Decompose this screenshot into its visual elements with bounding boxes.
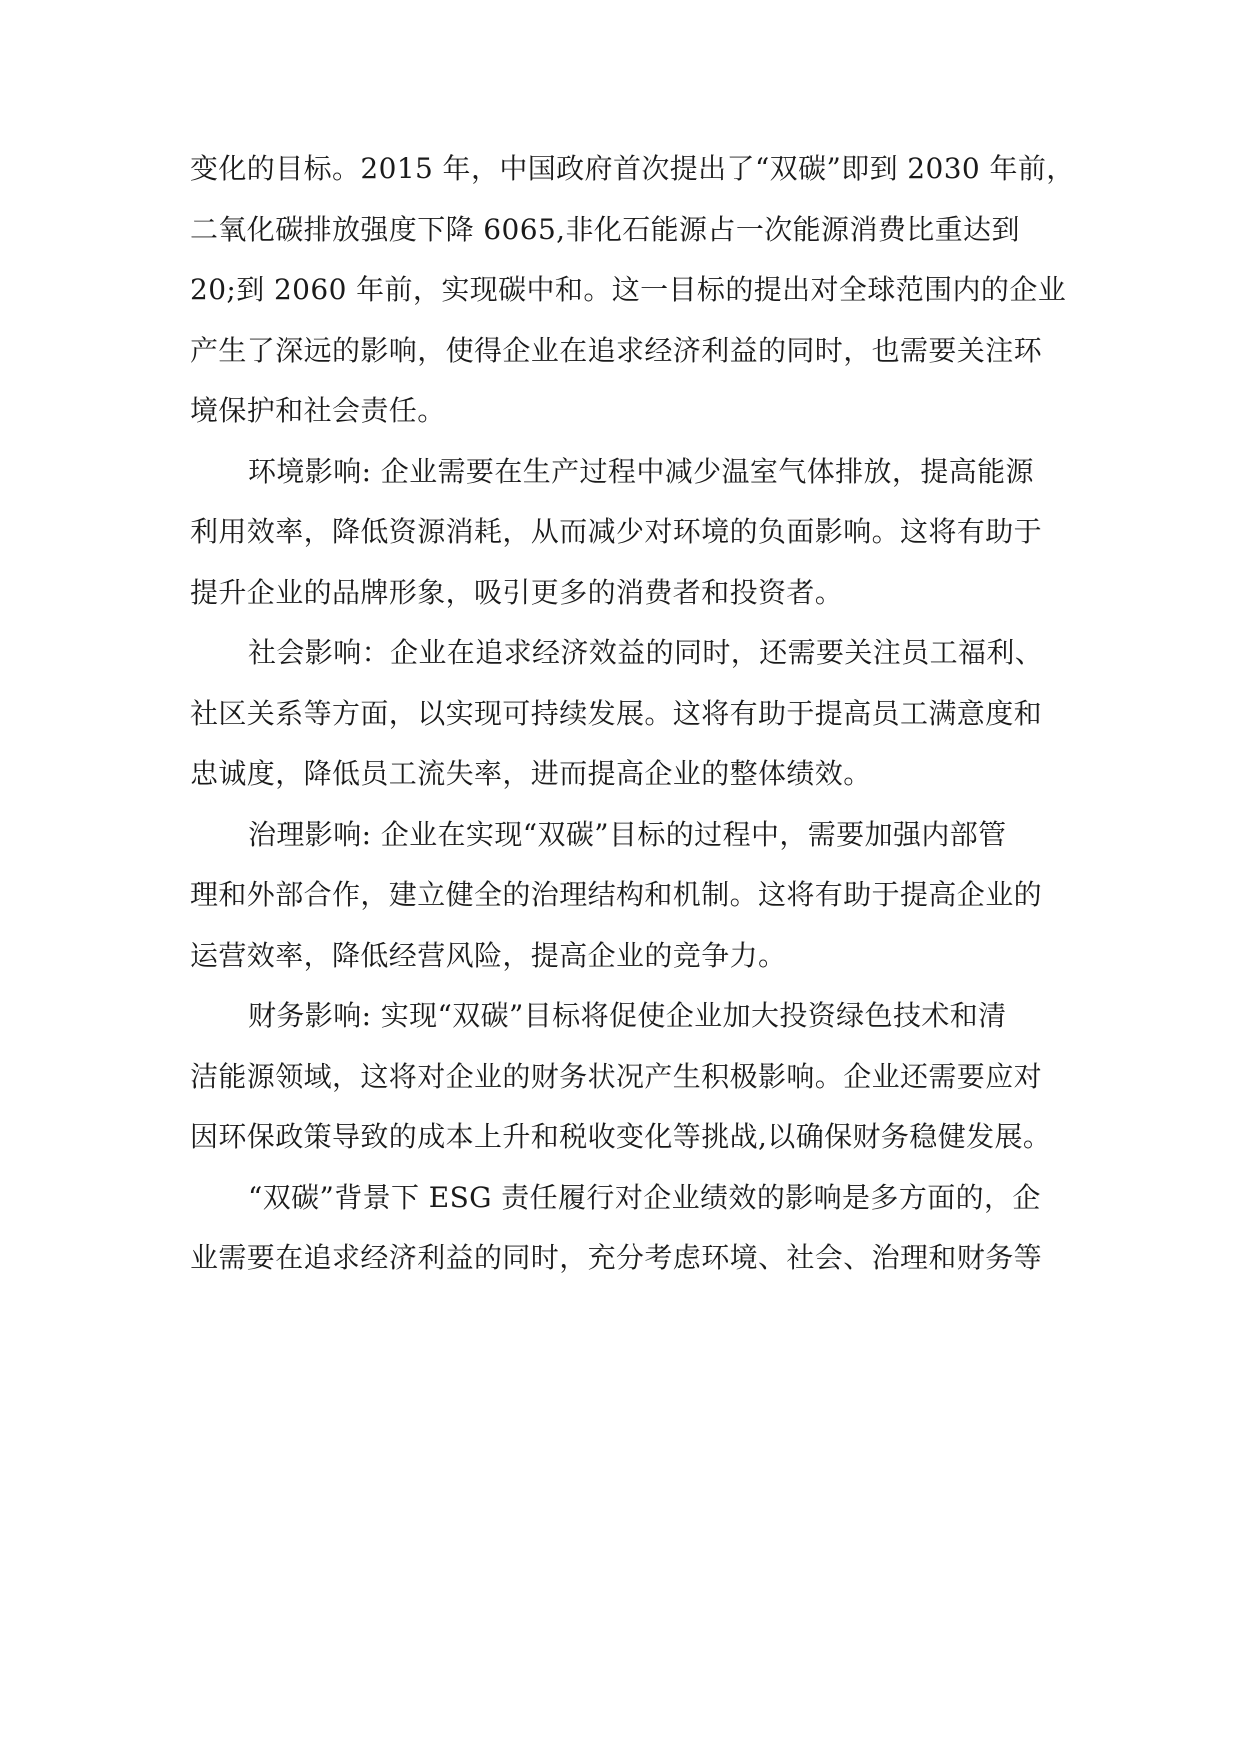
text-line: 忠诚度，降低员工流失率，进而提高企业的整体绩效。 [190, 757, 872, 790]
text-line: 因环保政策导致的成本上升和税收变化等挑战,以确保财务稳健发展。 [190, 1120, 1052, 1153]
text-line: 治理影响: 企业在实现“双碳”目标的过程中，需要加强内部管 [248, 817, 1007, 851]
text-line: 运营效率，降低经营风险，提高企业的竞争力。 [190, 938, 787, 972]
paragraph-intro [190, 139, 1075, 442]
text-line: 社会影响：企业在追求经济效益的同时，还需要关注员工福利、 [248, 636, 1044, 669]
text-line: 业需要在追求经济利益的同时，充分考虑环境、社会、治理和财务等 [190, 1241, 1043, 1274]
text-line: 二氧化碳排放强度下降 6065,非化石能源占一次能源消费比重达到 [190, 212, 1020, 246]
text-line: 理和外部合作，建立健全的治理结构和机制。这将有助于提高企业的 [190, 878, 1043, 911]
text-line: 财务影响: 实现“双碳”目标将促使企业加大投资绿色技术和清 [248, 999, 1007, 1032]
text-line: 变化的目标。2015 年，中国政府首次提出了“双碳”即到 2030 年前， [190, 152, 1075, 185]
paragraph-conclusion [190, 1168, 1060, 1289]
text-line: 20;到 2060 年前，实现碳中和。这一目标的提出对全球范围内的企业 [190, 273, 1067, 306]
text-line: 提升企业的品牌形象，吸引更多的消费者和投资者。 [190, 575, 844, 609]
text-line: 洁能源领域，这将对企业的财务状况产生积极影响。企业还需要应对 [190, 1059, 1043, 1093]
paragraph-social [190, 623, 1060, 805]
text-line: 环境影响: 企业需要在生产过程中减少温室气体排放，提高能源 [248, 454, 1034, 488]
text-line: “双碳”背景下 ESG 责任履行对企业绩效的影响是多方面的，企 [248, 1180, 1041, 1214]
text-line: 社区关系等方面，以实现可持续发展。这将有助于提高员工满意度和 [190, 696, 1043, 730]
paragraph-financial [190, 986, 1060, 1168]
text-line: 利用效率，降低资源消耗，从而减少对环境的负面影响。这将有助于 [190, 515, 1043, 548]
document-body [190, 139, 1075, 1289]
text-line: 境保护和社会责任。 [190, 394, 446, 427]
paragraph-governance [190, 805, 1060, 987]
paragraph-environment [190, 442, 1060, 624]
text-line: 产生了深远的影响，使得企业在追求经济利益的同时，也需要关注环 [190, 333, 1043, 367]
